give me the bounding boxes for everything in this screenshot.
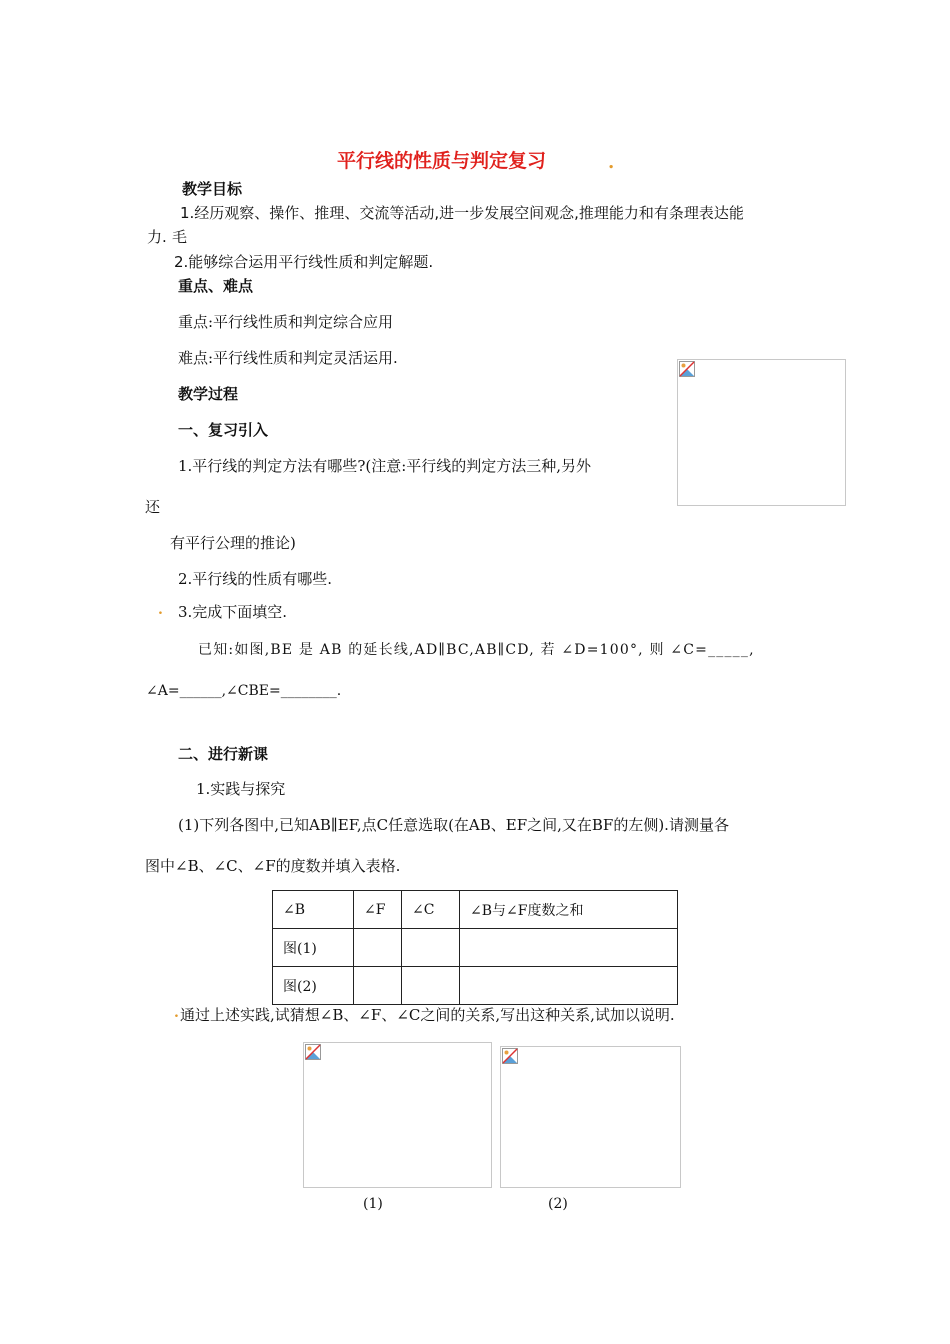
- header-angle-f: ∠F: [354, 891, 402, 929]
- title-dot: .: [608, 152, 615, 173]
- practice-paragraph-cont: 图中∠B、∠C、∠F的度数并填入表格.: [145, 857, 401, 875]
- fill-blank-line-2: ∠A=______,∠CBE=________.: [146, 683, 342, 699]
- goal-item-1-cont: 力.: [147, 228, 167, 246]
- broken-image-icon: [502, 1048, 518, 1064]
- goal-item-2: 2.能够综合运用平行线性质和判定解题.: [174, 253, 434, 271]
- figure-image-2: [500, 1046, 681, 1188]
- figure-caption-1: (1): [363, 1196, 383, 1212]
- broken-image-icon: [679, 361, 695, 377]
- section-new-lesson: 二、进行新课: [178, 745, 269, 763]
- question-1-end: 有平行公理的推论): [170, 534, 296, 552]
- table-header-row: [273, 891, 678, 929]
- bullet-dot: .: [158, 602, 163, 618]
- subsection-practice: 1.实践与探究: [196, 780, 286, 798]
- table-cell[interactable]: [460, 967, 678, 1005]
- key-point: 重点:平行线性质和判定综合应用: [178, 313, 394, 331]
- table-cell[interactable]: [354, 967, 402, 1005]
- keypoints-heading: 重点、难点: [178, 277, 254, 295]
- practice-paragraph: (1)下列各图中,已知AB∥EF,点C任意选取(在AB、EF之间,又在BF的左侧).请测量各: [178, 816, 729, 834]
- question-1: 1.平行线的判定方法有哪些?(注意:平行线的判定方法三种,另外: [178, 457, 592, 475]
- fill-blank-line-1: 已知:如图,BE 是 AB 的延长线,AD∥BC,AB∥CD, 若 ∠D=100°, 则 ∠C=_____,: [198, 642, 755, 658]
- table-row: [273, 929, 678, 967]
- angle-table: [272, 890, 678, 1005]
- bullet-dot: .: [174, 1005, 179, 1021]
- figure-image-review: [677, 359, 846, 506]
- process-heading: 教学过程: [178, 385, 239, 403]
- table-cell[interactable]: [402, 929, 460, 967]
- header-sum: ∠B与∠F度数之和: [460, 891, 678, 929]
- table-row: [273, 967, 678, 1005]
- page-title: 平行线的性质与判定复习: [337, 150, 547, 172]
- figure-caption-2: (2): [548, 1196, 568, 1212]
- question-2: 2.平行线的性质有哪些.: [178, 570, 333, 588]
- section-review: 一、复习引入: [178, 421, 269, 439]
- conclusion-text: 通过上述实践,试猜想∠B、∠F、∠C之间的关系,写出这种关系,试加以说明.: [180, 1006, 675, 1024]
- question-1-cont: 还: [145, 498, 161, 516]
- table-cell[interactable]: [354, 929, 402, 967]
- row-label: 图(2): [273, 967, 354, 1005]
- table-cell[interactable]: [402, 967, 460, 1005]
- broken-image-icon: [305, 1044, 321, 1060]
- goal-item-1: 1.经历观察、操作、推理、交流等活动,进一步发展空间观念,推理能力和有条理表达能: [180, 204, 744, 222]
- figure-image-1: [303, 1042, 492, 1188]
- header-angle-b: ∠B: [273, 891, 354, 929]
- goals-heading: 教学目标: [182, 180, 243, 198]
- difficult-point: 难点:平行线性质和判定灵活运用.: [178, 349, 398, 367]
- question-3: 3.完成下面填空.: [178, 603, 288, 621]
- goal-item-1-tail: 毛: [172, 228, 188, 246]
- table-cell[interactable]: [460, 929, 678, 967]
- header-angle-c: ∠C: [402, 891, 460, 929]
- row-label: 图(1): [273, 929, 354, 967]
